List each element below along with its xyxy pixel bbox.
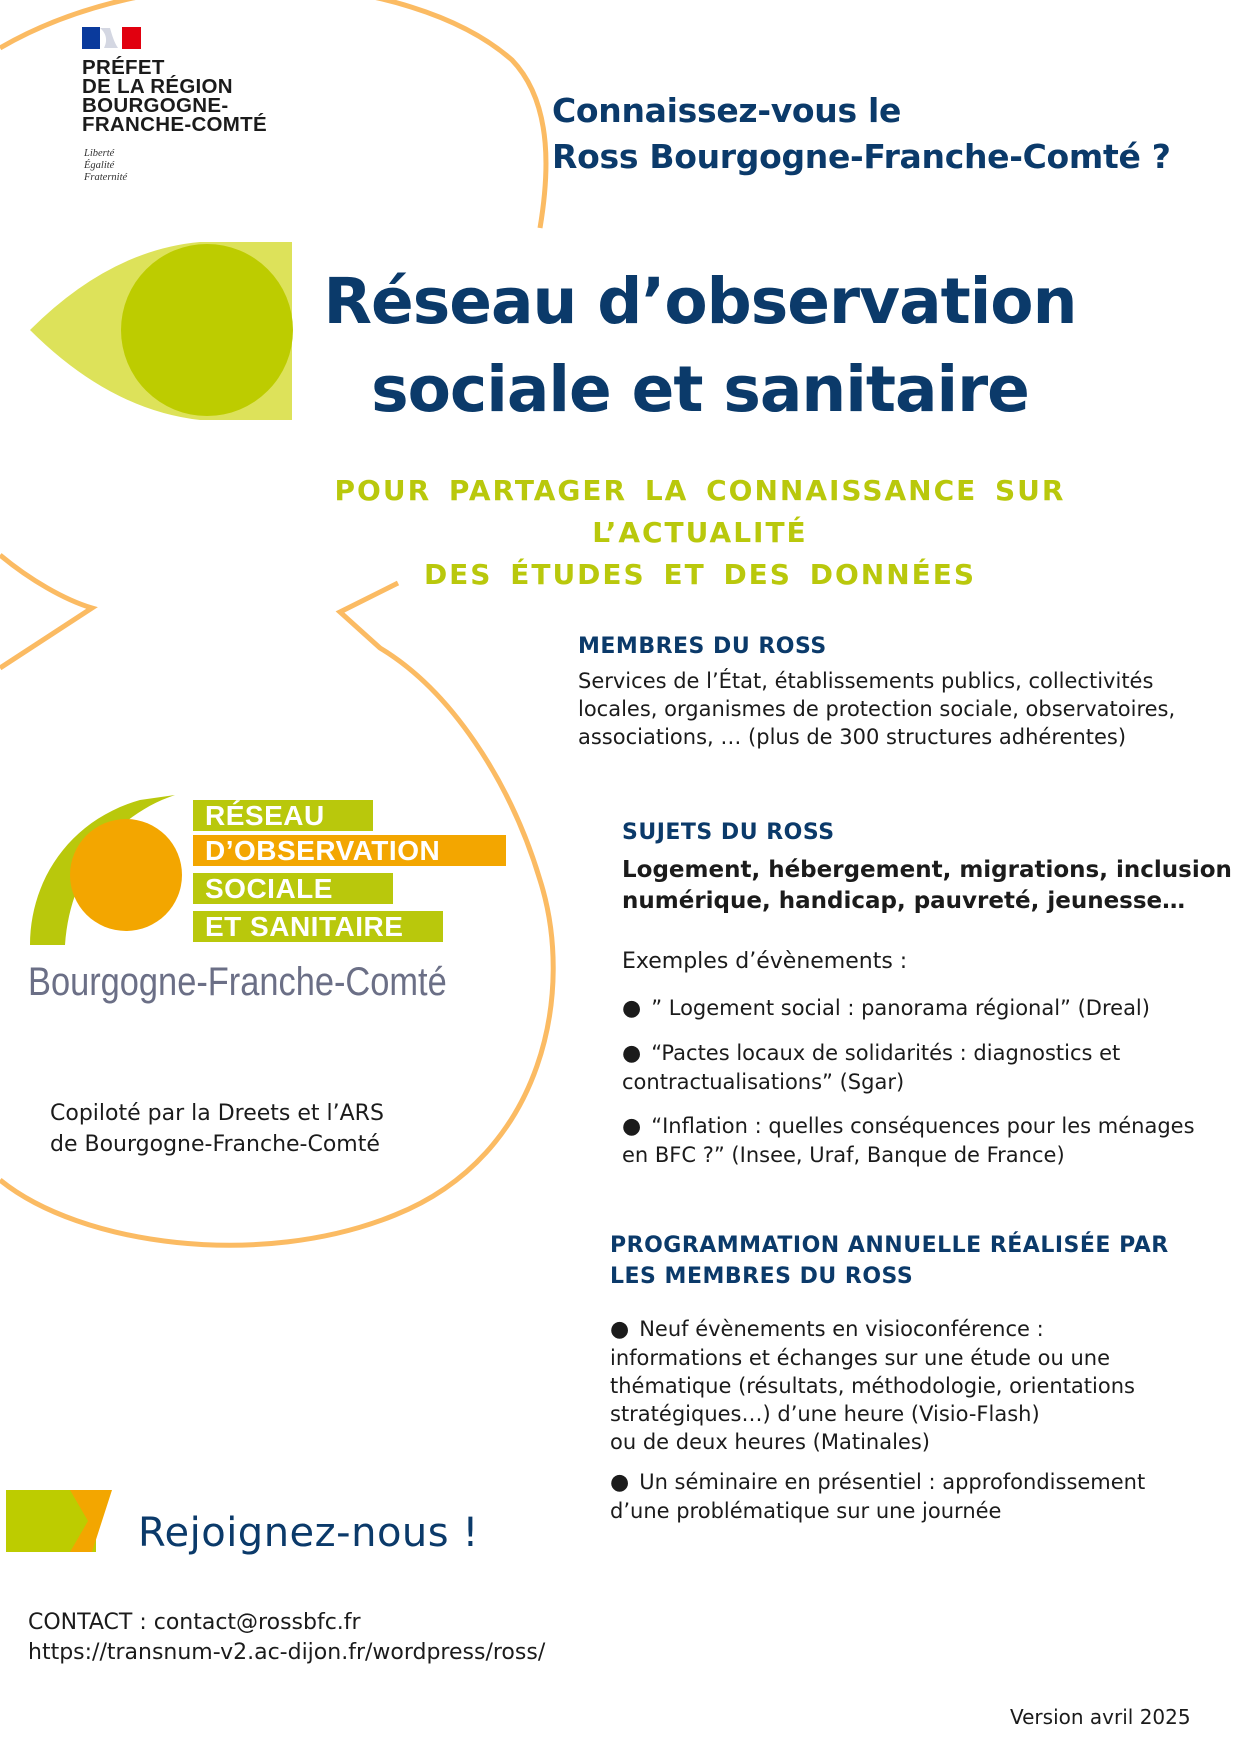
flag-blue	[82, 27, 100, 49]
logo-line-3: SOCIALE	[205, 873, 333, 904]
sujets-topic-line: Logement, hébergement, migrations, inclusion	[622, 857, 1232, 883]
membres-text	[578, 667, 1175, 751]
intro-question	[552, 88, 1171, 180]
prefet-line: FRANCHE-COMTÉ	[82, 113, 267, 136]
sujets-heading: SUJETS DU ROSS	[622, 820, 835, 845]
copilote-text	[50, 1098, 384, 1160]
contact-block	[28, 1608, 545, 1668]
join-label: Rejoignez-nous !	[138, 1510, 479, 1556]
programmation-line: thématique (résultats, méthodologie, orientations	[610, 1374, 1135, 1398]
bullet-icon: ●	[610, 1470, 630, 1495]
example-line: ” Logement social : panorama régional” (Dreal)	[651, 996, 1150, 1020]
mid-arc	[0, 555, 92, 668]
programmation-line: Neuf évènements en visioconférence :	[639, 1317, 1044, 1341]
question-line: Ross Bourgogne-Franche-Comté ?	[552, 137, 1171, 176]
prefet-block	[82, 58, 267, 134]
bullet-icon: ●	[610, 1317, 630, 1342]
example-line: en BFC ?” (Insee, Uraf, Banque de France)	[622, 1143, 1065, 1167]
bullet-icon: ●	[622, 996, 642, 1021]
flag-red	[122, 27, 141, 49]
programmation-heading-line: LES MEMBRES DU ROSS	[610, 1264, 914, 1289]
contact-email[interactable]: CONTACT : contact@rossbfc.fr	[28, 1610, 361, 1635]
copilote-line: Copiloté par la Dreets et l’ARS	[50, 1101, 384, 1126]
republic-motto	[84, 148, 127, 184]
title-line: Réseau d’observation	[323, 265, 1077, 338]
prefet-line: DE LA RÉGION	[82, 75, 233, 98]
examples-label: Exemples d’évènements :	[622, 949, 908, 974]
example-line: “Pactes locaux de solidarités : diagnostics et	[651, 1041, 1121, 1065]
example-item	[622, 1112, 1195, 1169]
programmation-heading-line: PROGRAMMATION ANNUELLE RÉALISÉE PAR	[610, 1233, 1169, 1258]
tagline	[220, 470, 1180, 596]
example-line: contractualisations” (Sgar)	[622, 1070, 905, 1094]
programmation-heading	[610, 1230, 1169, 1292]
programmation-item	[610, 1468, 1145, 1525]
tagline-line: POUR PARTAGER LA CONNAISSANCE SUR L’ACTUALITÉ	[334, 474, 1066, 549]
membres-line: locales, organismes de protection sociale, observatoires,	[578, 697, 1176, 721]
bullet-icon: ●	[622, 1114, 642, 1139]
programmation-line: informations et échanges sur une étude ou une	[610, 1346, 1111, 1370]
programmation-line: ou de deux heures (Matinales)	[610, 1430, 930, 1454]
version-label: Version avril 2025	[1010, 1705, 1191, 1729]
programmation-line: stratégiques…) d’une heure (Visio-Flash)	[610, 1402, 1040, 1426]
programmation-line: Un séminaire en présentiel : approfondissement	[639, 1470, 1146, 1494]
membres-line: Services de l’État, établissements publics, collectivités	[578, 669, 1154, 693]
programmation-item	[610, 1315, 1135, 1456]
sujets-topic-line: numérique, handicap, pauvreté, jeunesse…	[622, 888, 1186, 914]
prefet-line: BOURGOGNE-	[82, 94, 229, 117]
example-line: “Inflation : quelles conséquences pour les ménages	[651, 1114, 1195, 1138]
bullet-icon: ●	[622, 1041, 642, 1066]
motto-line: Liberté	[84, 148, 115, 159]
motto-line: Fraternité	[84, 172, 128, 183]
logo-line-4: ET SANITAIRE	[205, 911, 404, 942]
tagline-line: DES ÉTUDES ET DES DONNÉES	[423, 558, 977, 591]
prefet-line: PRÉFET	[82, 56, 165, 79]
motto-line: Égalité	[84, 160, 115, 171]
title-line: sociale et sanitaire	[371, 353, 1029, 426]
programmation-line: d’une problématique sur une journée	[610, 1499, 1002, 1523]
sujets-topics	[622, 855, 1232, 917]
membres-heading: MEMBRES DU ROSS	[578, 634, 827, 659]
logo-line-1: RÉSEAU	[205, 800, 325, 831]
question-line: Connaissez-vous le	[552, 91, 902, 130]
copilote-line: de Bourgogne-Franche-Comté	[50, 1132, 380, 1157]
membres-line: associations, … (plus de 300 structures adhérentes)	[578, 725, 1127, 749]
example-item	[622, 1039, 1120, 1096]
logo-region: Bourgogne-Franche-Comté	[28, 960, 447, 1004]
page-title	[240, 258, 1160, 434]
logo-line-2: D’OBSERVATION	[205, 835, 441, 866]
logo-orange-circle	[70, 819, 182, 931]
example-item	[622, 994, 1150, 1023]
contact-website-link[interactable]: https://transnum-v2.ac-dijon.fr/wordpress/ross/	[28, 1640, 546, 1665]
